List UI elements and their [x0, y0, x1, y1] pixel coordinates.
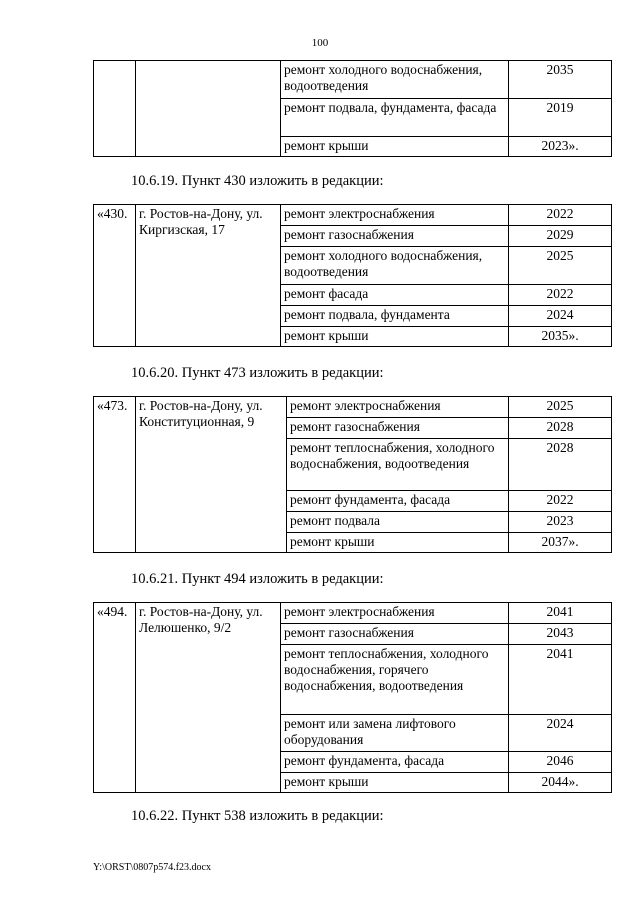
work-cell: ремонт фундамента, фасада	[281, 752, 509, 773]
year-cell: 2023».	[509, 137, 612, 157]
year-cell: 2022	[509, 285, 612, 306]
work-cell: ремонт крыши	[281, 773, 509, 793]
year-cell: 2046	[509, 752, 612, 773]
work-cell: ремонт крыши	[281, 137, 509, 157]
item-number-cell	[94, 61, 136, 157]
work-cell: ремонт или замена лифтового оборудования	[281, 715, 509, 752]
year-cell: 2028	[509, 439, 612, 491]
work-cell: ремонт газоснабжения	[281, 624, 509, 645]
item-494-table	[93, 602, 612, 793]
year-cell: 2022	[509, 491, 612, 512]
year-cell: 2029	[509, 226, 612, 247]
item-number-cell: «430.	[94, 205, 136, 347]
item-430-table-block	[93, 204, 611, 347]
item-430-table	[93, 204, 612, 347]
table-row	[94, 205, 612, 226]
year-cell: 2019	[509, 99, 612, 137]
section-heading: 10.6.20. Пункт 473 изложить в редакции:	[131, 365, 384, 381]
year-cell: 2028	[509, 418, 612, 439]
file-path-footer: Y:\ORST\0807p574.f23.docx	[93, 862, 211, 873]
address-cell: г. Ростов-на-Дону, ул. Лелюшенко, 9/2	[136, 603, 281, 793]
year-cell: 2025	[509, 247, 612, 285]
work-cell: ремонт электроснабжения	[287, 397, 509, 418]
work-cell: ремонт холодного водоснабжения, водоотведения	[281, 247, 509, 285]
table-row	[94, 397, 612, 418]
work-cell: ремонт газоснабжения	[281, 226, 509, 247]
address-cell: г. Ростов-на-Дону, ул. Конституционная, 9	[136, 397, 287, 553]
year-cell: 2024	[509, 306, 612, 327]
work-cell: ремонт подвала	[287, 512, 509, 533]
item-number-cell: «473.	[94, 397, 136, 553]
section-heading: 10.6.22. Пункт 538 изложить в редакции:	[131, 808, 384, 824]
item-494-table-block	[93, 602, 611, 793]
item-473-table-block	[93, 396, 611, 553]
work-cell: ремонт крыши	[287, 533, 509, 553]
item-number-cell: «494.	[94, 603, 136, 793]
work-cell: ремонт подвала, фундамента	[281, 306, 509, 327]
year-cell: 2025	[509, 397, 612, 418]
work-cell: ремонт холодного водоснабжения, водоотведения	[281, 61, 509, 99]
year-cell: 2044».	[509, 773, 612, 793]
work-cell: ремонт электроснабжения	[281, 603, 509, 624]
work-cell: ремонт теплоснабжения, холодного водоснабжения, водоотведения	[287, 439, 509, 491]
work-cell: ремонт электроснабжения	[281, 205, 509, 226]
year-cell: 2023	[509, 512, 612, 533]
year-cell: 2035».	[509, 327, 612, 347]
year-cell: 2022	[509, 205, 612, 226]
work-cell: ремонт фасада	[281, 285, 509, 306]
year-cell: 2041	[509, 645, 612, 715]
continuation-table-block	[93, 60, 611, 157]
continuation-table	[93, 60, 612, 157]
work-cell: ремонт теплоснабжения, холодного водоснабжения, горячего водоснабжения, водоотведения	[281, 645, 509, 715]
table-row	[94, 603, 612, 624]
work-cell: ремонт крыши	[281, 327, 509, 347]
work-cell: ремонт газоснабжения	[287, 418, 509, 439]
address-cell	[136, 61, 281, 157]
address-cell: г. Ростов-на-Дону, ул. Киргизская, 17	[136, 205, 281, 347]
year-cell: 2035	[509, 61, 612, 99]
work-cell: ремонт фундамента, фасада	[287, 491, 509, 512]
year-cell: 2041	[509, 603, 612, 624]
page-number: 100	[311, 37, 329, 49]
section-heading: 10.6.19. Пункт 430 изложить в редакции:	[131, 173, 384, 189]
year-cell: 2037».	[509, 533, 612, 553]
work-cell: ремонт подвала, фундамента, фасада	[281, 99, 509, 137]
year-cell: 2043	[509, 624, 612, 645]
item-473-table	[93, 396, 612, 553]
year-cell: 2024	[509, 715, 612, 752]
section-heading: 10.6.21. Пункт 494 изложить в редакции:	[131, 571, 384, 587]
table-row	[94, 61, 612, 99]
